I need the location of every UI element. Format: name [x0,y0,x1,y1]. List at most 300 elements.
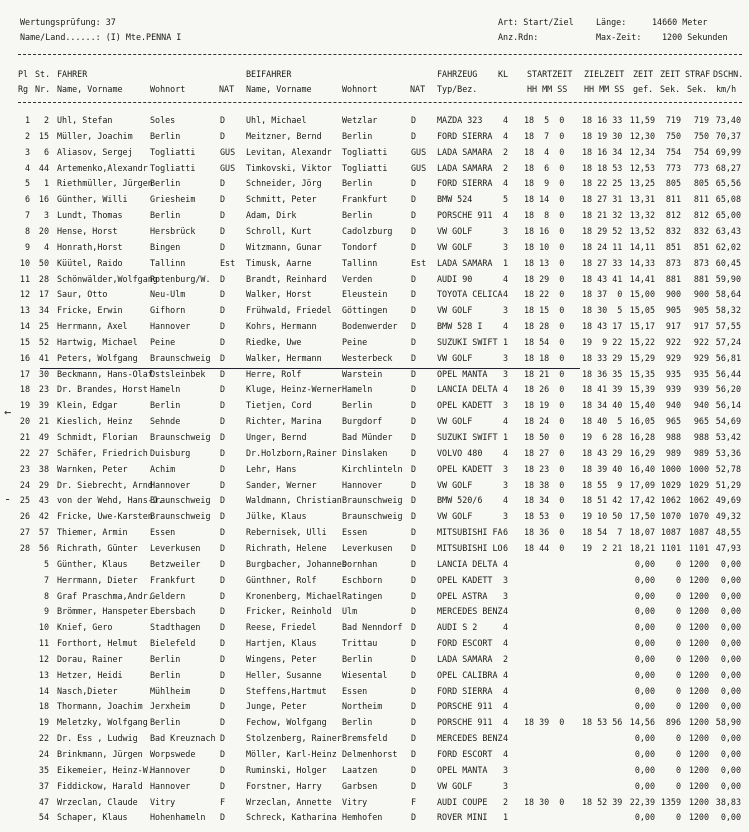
cell-sek1: 773 [665,162,681,173]
cell-wohnort: Braunschweig [150,352,211,363]
cell-bnat: D [411,384,417,395]
cell-nat: D [220,305,226,316]
cell-gef: 15,17 [629,321,655,332]
cell-fahrer: Schönwälder,Wolfgang [57,273,158,284]
col-gef: gef. [633,84,654,94]
cell-wohnort: Bingen [150,241,181,252]
cell-nat: GUS [220,162,236,173]
cell-wohnort: Tallinn [150,257,186,268]
cell-nr: 39 [38,400,49,411]
cell-wohnort: Berlin [150,210,181,221]
cell-nat: D [220,717,226,728]
cell-gef: 18,07 [629,527,655,538]
cell-nat: D [220,115,226,125]
cell-fahrer: von der Wehd, Hans-J. [57,495,163,506]
cell-gef: 0,00 [634,812,655,823]
cell-pl: 12 [19,289,30,300]
cell-fahrer: Herrmann, Axel [57,321,128,332]
cell-wohnort: Hannover [150,321,191,332]
handwritten-line [40,368,580,369]
cell-kl: 4 [503,495,509,506]
cell-dschn: 0,00 [720,749,741,759]
cell-fahrer: Schäfer, Friedrich [57,447,148,458]
cell-wohnort: Hannover [150,764,191,775]
cell-wohnort: Togliatti [150,146,196,157]
cell-sek1: 905 [665,305,681,316]
cell-pl: 1 [24,115,30,125]
cell-pl: 28 [19,542,30,553]
cell-fahrer: Eikemeier, Heinz-W. [57,764,153,775]
table-row [0,288,749,301]
length-label: Länge: [596,17,627,27]
cell-sek2: 1101 [688,542,709,553]
cell-wohnort: Hohenhameln [150,812,206,823]
cell-dschn: 69,99 [715,146,741,157]
cell-nr: 17 [38,289,49,300]
cell-nr: 37 [38,780,49,791]
table-row [0,716,749,729]
length-value: 14660 Meter [652,17,708,27]
cell-gef: 13,32 [629,210,655,221]
table-row [0,479,749,492]
cell-start: 18 23 0 [524,463,565,474]
cell-sek2: 1200 [688,574,709,585]
cell-beifahrer: Herre, Rolf [246,368,302,379]
cell-sek2: 805 [693,178,709,189]
cell-dschn: 62,02 [715,241,741,252]
cell-start: 18 13 0 [524,257,565,268]
cell-nr: 22 [38,733,49,744]
name-land-label: Name/Land......: (I) Mte.PENNA I [20,32,182,42]
cell-pl: 25 [19,495,30,506]
cell-fahrzeug: OPEL CALIBRA [437,669,498,680]
cell-start: 18 6 0 [524,162,565,173]
cell-start: 18 36 0 [524,527,565,538]
cell-bwohnort: Berlin [342,717,373,728]
cell-dschn: 73,40 [715,115,741,125]
cell-sek1: 754 [665,146,681,157]
cell-start: 18 7 0 [524,130,565,141]
cell-sek1: 929 [665,352,681,363]
cell-nat: D [220,622,226,633]
cell-wohnort: Berlin [150,669,181,680]
cell-sek2: 940 [693,400,709,411]
cell-sek2: 922 [693,336,709,347]
cell-fahrzeug: OPEL KADETT [437,463,493,474]
cell-kl: 1 [503,432,509,442]
cell-nat: D [220,685,226,696]
cell-sek2: 1200 [688,717,709,728]
cell-ziel: 18 16 33 [582,115,623,125]
cell-fahrer: Dr. Brandes, Horst [57,384,148,395]
cell-pl: 8 [24,225,30,236]
cell-fahrer: Dr. Siebrecht, Arnd [57,479,153,490]
cell-bwohnort: Göttingen [342,305,388,316]
cell-nat: Est [220,257,236,268]
cell-bnat: D [411,733,417,744]
cell-sek2: 812 [693,210,709,221]
cell-nr: 50 [38,257,49,268]
cell-dschn: 0,00 [720,685,741,696]
cell-dschn: 63,43 [715,225,741,236]
cell-nr: 12 [38,653,49,664]
cell-gef: 15,40 [629,400,655,411]
cell-ziel: 18 34 40 [582,400,623,411]
cell-bnat: GUS [411,162,427,173]
cell-kl: 4 [503,321,509,332]
table-row [0,193,749,206]
cell-gef: 15,05 [629,305,655,316]
cell-pl: 24 [19,479,30,490]
cell-beifahrer: Meitzner, Bernd [246,130,322,141]
cell-kl: 4 [503,289,509,300]
cell-bnat: D [411,558,417,569]
table-row [0,732,749,745]
cell-sek2: 1200 [688,701,709,712]
cell-nr: 52 [38,336,49,347]
cell-fahrer: Warnken, Peter [57,463,128,474]
cell-beifahrer: Adam, Dirk [246,210,297,221]
cell-wohnort: Braunschweig [150,511,211,522]
cell-dschn: 0,00 [720,764,741,775]
col-sek1: Sek. [660,84,681,94]
cell-fahrzeug: VW GOLF [437,416,473,427]
cell-kl: 3 [503,305,509,316]
cell-gef: 0,00 [634,558,655,569]
cell-wohnort: Braunschweig [150,495,211,506]
cell-beifahrer: Riedke, Uwe [246,336,302,347]
cell-fahrzeug: OPEL MANTA [437,764,488,775]
cell-sek1: 0 [675,574,681,585]
cell-kl: 3 [503,780,509,791]
table-row [0,241,749,254]
cell-pl: 17 [19,368,30,379]
cell-ziel: 19 9 22 [582,336,623,347]
cell-pl: 3 [24,146,30,157]
cell-bnat: D [411,542,417,553]
cell-start: 18 38 0 [524,479,565,490]
cell-kl: 2 [503,796,509,807]
cell-sek1: 0 [675,590,681,601]
cell-start: 18 22 0 [524,289,565,300]
cell-gef: 0,00 [634,638,655,649]
cell-sek2: 1200 [688,606,709,617]
cell-sek1: 0 [675,749,681,759]
cell-bwohnort: Ratingen [342,590,383,601]
cell-nr: 7 [43,574,49,585]
cell-dschn: 65,00 [715,210,741,221]
cell-fahrer: Brinkmann, Jürgen [57,749,143,759]
cell-ziel: 18 51 42 [582,495,623,506]
cell-fahrzeug: VW GOLF [437,225,473,236]
cell-bnat: D [411,511,417,522]
cell-sek2: 1200 [688,622,709,633]
cell-ziel: 18 40 5 [582,416,623,427]
cell-nat: D [220,416,226,427]
cell-nat: D [220,653,226,664]
cell-bnat: GUS [411,146,427,157]
cell-nat: GUS [220,146,236,157]
cell-bwohnort: Westerbeck [342,352,393,363]
cell-beifahrer: Schreck, Katharina [246,812,337,823]
cell-beifahrer: Jülke, Klaus [246,511,307,522]
cell-ziel: 18 22 25 [582,178,623,189]
cell-dschn: 49,32 [715,511,741,522]
cell-start: 18 53 0 [524,511,565,522]
cell-beifahrer: Richrath, Helene [246,542,327,553]
cell-bnat: D [411,622,417,633]
cell-bnat: D [411,685,417,696]
cell-beifahrer: Timusk, Aarne [246,257,312,268]
cell-bnat: D [411,780,417,791]
cell-kl: 3 [503,400,509,411]
cell-fahrzeug: PORSCHE 911 [437,701,493,712]
cell-dschn: 49,69 [715,495,741,506]
cell-bwohnort: Warstein [342,368,383,379]
cell-bnat: D [411,210,417,221]
cell-bnat: D [411,416,417,427]
cell-sek1: 812 [665,210,681,221]
cell-sek1: 0 [675,733,681,744]
cell-bnat: D [411,574,417,585]
cell-nr: 38 [38,463,49,474]
cell-fahrzeug: MERCEDES BENZ [437,733,503,744]
cell-gef: 17,50 [629,511,655,522]
cell-gef: 0,00 [634,733,655,744]
cell-sek2: 989 [693,447,709,458]
cell-nat: D [220,368,226,379]
col-beifahrer-name: Name, Vorname [246,84,312,94]
cell-sek2: 881 [693,273,709,284]
cell-nat: D [220,511,226,522]
cell-fahrzeug: LANCIA DELTA [437,384,498,395]
cell-nr: 11 [38,638,49,649]
cell-ziel: 18 39 40 [582,463,623,474]
cell-nat: D [220,574,226,585]
cell-sek2: 905 [693,305,709,316]
cell-bwohnort: Togliatti [342,162,388,173]
table-row [0,162,749,175]
cell-ziel: 18 18 53 [582,162,623,173]
cell-kl: 4 [503,685,509,696]
cell-gef: 0,00 [634,606,655,617]
test-label: Wertungsprüfung: 37 [20,17,116,27]
cell-sek2: 929 [693,352,709,363]
cell-bwohnort: Leverkusen [342,542,393,553]
cell-fahrer: Artemenko,Alexandr [57,162,148,173]
cell-pl: 22 [19,447,30,458]
col-fahrzeug: FAHRZEUG [437,69,478,79]
cell-kl: 4 [503,717,509,728]
cell-ziel: 18 43 41 [582,273,623,284]
cell-beifahrer: Kronenberg, Michael [246,590,342,601]
cell-dschn: 0,00 [720,733,741,744]
cell-sek2: 1200 [688,669,709,680]
cell-bnat: D [411,717,417,728]
cell-fahrer: Meletzky, Wolfgang [57,717,148,728]
cell-beifahrer: Kohrs, Hermann [246,321,317,332]
cell-gef: 15,29 [629,352,655,363]
cell-gef: 0,00 [634,669,655,680]
cell-start: 18 30 0 [524,796,565,807]
cell-sek2: 1200 [688,749,709,759]
cell-dschn: 0,00 [720,590,741,601]
cell-kl: 1 [503,812,509,823]
cell-dschn: 70,37 [715,130,741,141]
cell-pl: 21 [19,432,30,442]
cell-kl: 1 [503,336,509,347]
table-row [0,225,749,238]
cell-bwohnort: Berlin [342,653,373,664]
cell-dschn: 58,90 [715,717,741,728]
cell-beifahrer: Günthner, Rolf [246,574,317,585]
cell-start: 18 14 0 [524,194,565,205]
cell-wohnort: Berlin [150,653,181,664]
cell-bwohnort: Eschborn [342,574,383,585]
cell-ziel: 18 37 0 [582,289,623,300]
cell-nr: 47 [38,796,49,807]
cell-fahrer: Beckmann, Hans-Olaf [57,368,153,379]
cell-nat: D [220,749,226,759]
cell-nat: D [220,225,226,236]
cell-nr: 10 [38,622,49,633]
cell-start: 18 28 0 [524,321,565,332]
cell-bwohnort: Bad Münder [342,432,393,442]
cell-fahrer: Küütel, Raido [57,257,123,268]
cell-fahrer: Thormann, Joachim [57,701,143,712]
cell-start: 18 50 0 [524,432,565,442]
cell-dschn: 0,00 [720,669,741,680]
cell-nat: D [220,606,226,617]
cell-nat: D [220,321,226,332]
cell-fahrzeug: OPEL KADETT [437,574,493,585]
cell-bnat: D [411,463,417,474]
cell-dschn: 0,00 [720,653,741,664]
cell-bnat: D [411,812,417,823]
cell-wohnort: Rotenburg/W. [150,273,211,284]
cell-wohnort: Hameln [150,384,181,395]
cell-nat: D [220,780,226,791]
col-ziel-hms: HH MM SS [584,84,625,94]
table-row [0,336,749,349]
cell-dschn: 68,27 [715,162,741,173]
cell-fahrzeug: FORD SIERRA [437,130,493,141]
cell-gef: 15,00 [629,289,655,300]
cell-beifahrer: Möller, Karl-Heinz [246,749,337,759]
cell-nat: D [220,495,226,506]
table-row [0,526,749,539]
cell-ziel: 18 54 7 [582,527,623,538]
cell-beifahrer: Heller, Susanne [246,669,322,680]
table-row [0,399,749,412]
cell-nr: 30 [38,368,49,379]
cell-sek2: 965 [693,416,709,427]
cell-fahrer: Knief, Gero [57,622,113,633]
cell-sek1: 0 [675,606,681,617]
cell-nr: 15 [38,130,49,141]
cell-sek1: 988 [665,432,681,442]
cell-sek2: 1029 [688,479,709,490]
cell-fahrzeug: MERCEDES BENZ [437,606,503,617]
cell-nat: D [220,210,226,221]
table-row [0,304,749,317]
cell-bnat: D [411,130,417,141]
cell-kl: 3 [503,225,509,236]
cell-kl: 4 [503,115,509,125]
table-row [0,780,749,793]
cell-gef: 15,22 [629,336,655,347]
cell-pl: 15 [19,336,30,347]
cell-nr: 13 [38,669,49,680]
cell-beifahrer: Witzmann, Gunar [246,241,322,252]
cell-kl: 2 [503,162,509,173]
cell-fahrer: Fricke, Erwin [57,305,123,316]
cell-kl: 4 [503,416,509,427]
cell-nr: 43 [38,495,49,506]
cell-fahrer: Klein, Edgar [57,400,118,411]
cell-pl: 2 [24,130,30,141]
cell-sek1: 0 [675,622,681,633]
cell-bwohnort: Tallinn [342,257,378,268]
cell-wohnort: Gifhorn [150,305,186,316]
cell-fahrzeug: LADA SAMARA [437,257,493,268]
cell-dschn: 56,44 [715,368,741,379]
margin-arrow-mark: ← [4,405,12,419]
col-pl: Pl [18,69,29,79]
cell-sek1: 750 [665,130,681,141]
cell-bwohnort: Hameln [342,384,373,395]
cell-wohnort: Leverkusen [150,542,201,553]
cell-bnat: D [411,432,417,442]
cell-sek2: 1000 [688,463,709,474]
col-st: St. [35,69,51,79]
cell-nr: 4 [43,241,49,252]
cell-nat: D [220,130,226,141]
cell-bnat: D [411,653,417,664]
cell-sek2: 1200 [688,733,709,744]
table-row [0,605,749,618]
cell-bwohnort: Laatzen [342,764,378,775]
cell-sek1: 965 [665,416,681,427]
table-row [0,590,749,603]
cell-ziel: 18 27 31 [582,194,623,205]
cell-wohnort: Berlin [150,400,181,411]
cell-fahrer: Günther, Klaus [57,558,128,569]
cell-nat: D [220,463,226,474]
cell-beifahrer: Fricker, Reinhold [246,606,332,617]
cell-fahrer: Saur, Otto [57,289,108,300]
cell-ziel: 18 52 39 [582,796,623,807]
cell-sek2: 754 [693,146,709,157]
cell-fahrzeug: VW GOLF [437,352,473,363]
cell-wohnort: Mühlheim [150,685,191,696]
cell-ziel: 19 2 21 [582,542,623,553]
cell-kl: 3 [503,511,509,522]
cell-dschn: 65,08 [715,194,741,205]
cell-nr: 19 [38,717,49,728]
cell-sek2: 811 [693,194,709,205]
cell-wohnort: Bielefeld [150,638,196,649]
cell-bwohnort: Burgdorf [342,416,383,427]
cell-wohnort: Duisburg [150,447,191,458]
table-row [0,177,749,190]
cell-ziel: 18 43 17 [582,321,623,332]
cell-kl: 3 [503,574,509,585]
cell-start: 18 34 0 [524,495,565,506]
cell-kl: 3 [503,590,509,601]
table-row [0,273,749,286]
cell-beifahrer: Reese, Friedel [246,622,317,633]
